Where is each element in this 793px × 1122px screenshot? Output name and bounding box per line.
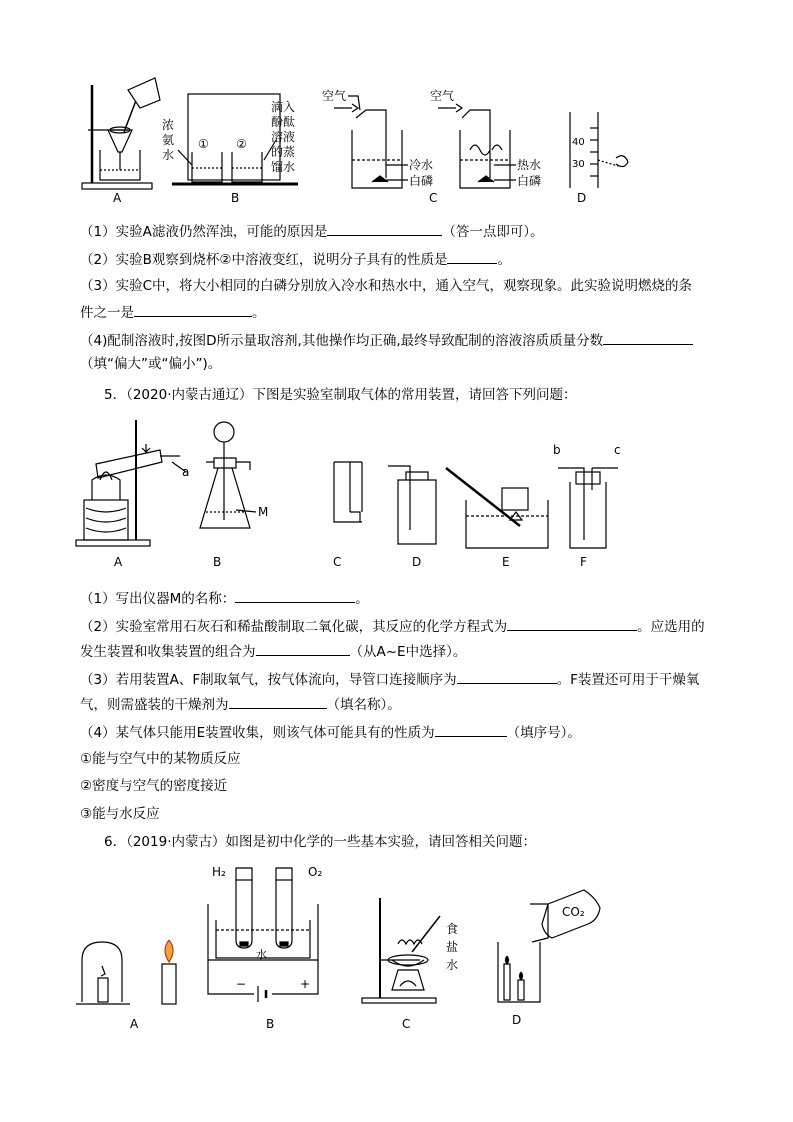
- q4-line-4: [80, 330, 693, 350]
- q5-l4-text: （4）某气体只能用E装置收集，则该气体可能具有的性质为: [80, 725, 435, 741]
- q5-fig-f: F: [580, 555, 587, 569]
- q6-co2-label: CO₂: [562, 905, 585, 919]
- q4-l4-text: （4)配制溶液时,按图D所示量取溶剂,其他操作均正确,最终导致配制的溶液溶质质量分数: [80, 333, 604, 349]
- q5-label-b: b: [553, 443, 561, 457]
- fig1-d-40: 40: [572, 137, 585, 148]
- q4-line-3: [80, 277, 692, 295]
- q5-fig-e: E: [502, 555, 510, 569]
- q6-fig-b: B: [266, 1017, 275, 1031]
- q6-fig-d: D: [512, 1013, 522, 1027]
- q5-l4-blank[interactable]: [435, 722, 507, 737]
- fig1-b-beaker1: ①: [198, 137, 209, 151]
- q4-line-1: [80, 221, 544, 241]
- q6-o2-label: O₂: [308, 865, 323, 879]
- fig1-c-white-p-2: 白磷: [517, 174, 542, 188]
- q6-minus-label: −: [236, 977, 247, 991]
- q5-fig-c: C: [333, 555, 342, 569]
- q5-line-3b: [80, 694, 401, 714]
- q5-fig-d: D: [412, 555, 422, 569]
- q6-fig-c: C: [402, 1017, 411, 1031]
- fig1-c-air-1: 空气: [322, 89, 347, 103]
- fig1-label-c: C: [429, 191, 438, 205]
- q4-l3-blank[interactable]: [134, 302, 252, 317]
- fig1-d-30: 30: [572, 159, 585, 170]
- fig1-c-white-p-1: 白磷: [409, 174, 434, 188]
- q4-l2-blank[interactable]: [447, 249, 497, 264]
- q5-option-1: ①能与空气中的某物质反应: [80, 751, 241, 767]
- q5-l3-blank1[interactable]: [457, 669, 557, 684]
- q5-l3c-text: 气，则需盛装的干燥剂为: [80, 697, 229, 713]
- q5-l2d-text: （从A~E中选择）。: [349, 644, 467, 660]
- q6-fig-a: A: [130, 1017, 139, 1031]
- q5-label-c: c: [614, 443, 621, 457]
- q4-l4-blank[interactable]: [603, 330, 693, 345]
- q5-l3-blank2[interactable]: [229, 694, 327, 709]
- q5-label-m: M: [258, 505, 269, 519]
- fig1-c-cold-water: 冷水: [409, 158, 434, 172]
- q5-l2-text: （2）实验室常用石灰石和稀盐酸制取二氧化碳，其反应的化学方程式为: [80, 619, 508, 635]
- q4-l3b-text: 件之一是: [80, 305, 134, 321]
- q5-option-3: ③能与水反应: [80, 806, 160, 822]
- fig1-label-a: A: [113, 191, 122, 205]
- q5-fig-b: B: [213, 555, 222, 569]
- q5-line-4: [80, 722, 581, 742]
- q5-l2c-text: 发生装置和收集装置的组合为: [80, 644, 256, 660]
- q6-water-label: 水: [256, 948, 267, 961]
- fig1-label-d: D: [577, 191, 587, 205]
- q5-l2-mid: 。应选用的: [637, 619, 705, 635]
- q5-line-3: [80, 669, 699, 689]
- fig1-c-air-2: 空气: [430, 89, 455, 103]
- q4-line-4b: [80, 355, 221, 373]
- fig1-b-left-label: 浓 氨 水: [162, 118, 175, 162]
- q4-l2-text: （2）实验B观察到烧杯②中溶液变红，说明分子具有的性质是: [80, 252, 448, 268]
- q5-l1-blank[interactable]: [235, 588, 355, 603]
- q6-plus-label: +: [300, 977, 311, 991]
- fig1-b-right-label: 滴入 酚酞 溶液 的蒸 馏水: [271, 100, 296, 174]
- fig1-label-b: B: [231, 191, 240, 205]
- q5-l1-tail: 。: [355, 591, 369, 607]
- q4-l4b-text: （填“偏大”或“偏小”)。: [80, 356, 222, 372]
- q5-l3-mid: 。F装置还可用于干燥氧: [556, 672, 700, 688]
- q5-fig-a: A: [114, 555, 123, 569]
- q6-title: 6．（2019·内蒙古）如图是初中化学的一些基本实验，请回答相关问题：: [104, 834, 536, 850]
- figure-row-1: [0, 0, 793, 215]
- q4-l1-tail: （答一点即可）。: [442, 224, 544, 240]
- q4-line-3b: [80, 302, 266, 322]
- q5-line-2: [80, 616, 705, 636]
- q4-l3-text: （3）实验C中，将大小相同的白磷分别放入冷水和热水中，通入空气，观察现象。此实验说明燃烧的条: [80, 278, 693, 294]
- q5-line-1: [80, 588, 369, 608]
- q5-l3d-text: （填名称）。: [326, 697, 401, 713]
- q5-l3-text: （3）若用装置A、F制取氧气，按气体流向，导管口连接顺序为: [80, 672, 457, 688]
- q6-salt-water-label: 食 盐 水: [446, 922, 459, 972]
- fig1-b-beaker2: ②: [236, 137, 247, 151]
- q6-h2-label: H₂: [212, 865, 226, 879]
- q4-l2-tail: 。: [497, 252, 511, 268]
- q5-title: 5．（2020·内蒙古通辽）下图是实验室制取气体的常用装置，请回答下列问题：: [104, 387, 577, 403]
- q5-l2-blank2[interactable]: [256, 641, 350, 656]
- q5-l1-text: （1）写出仪器M的名称：: [80, 591, 236, 607]
- q4-l1-text: （1）实验A滤液仍然浑浊，可能的原因是: [80, 224, 328, 240]
- q5-l4-tail: （填序号）。: [506, 725, 581, 741]
- q5-option-2: ②密度与空气的密度接近: [80, 778, 228, 794]
- q5-line-2b: [80, 641, 466, 661]
- fig1-c-hot-water: 热水: [517, 158, 542, 172]
- q4-l3-tail: 。: [252, 305, 266, 321]
- q4-l1-blank[interactable]: [327, 221, 442, 236]
- q5-label-a: a: [182, 465, 190, 479]
- q5-l2-blank1[interactable]: [507, 616, 637, 631]
- q4-line-2: [80, 249, 511, 269]
